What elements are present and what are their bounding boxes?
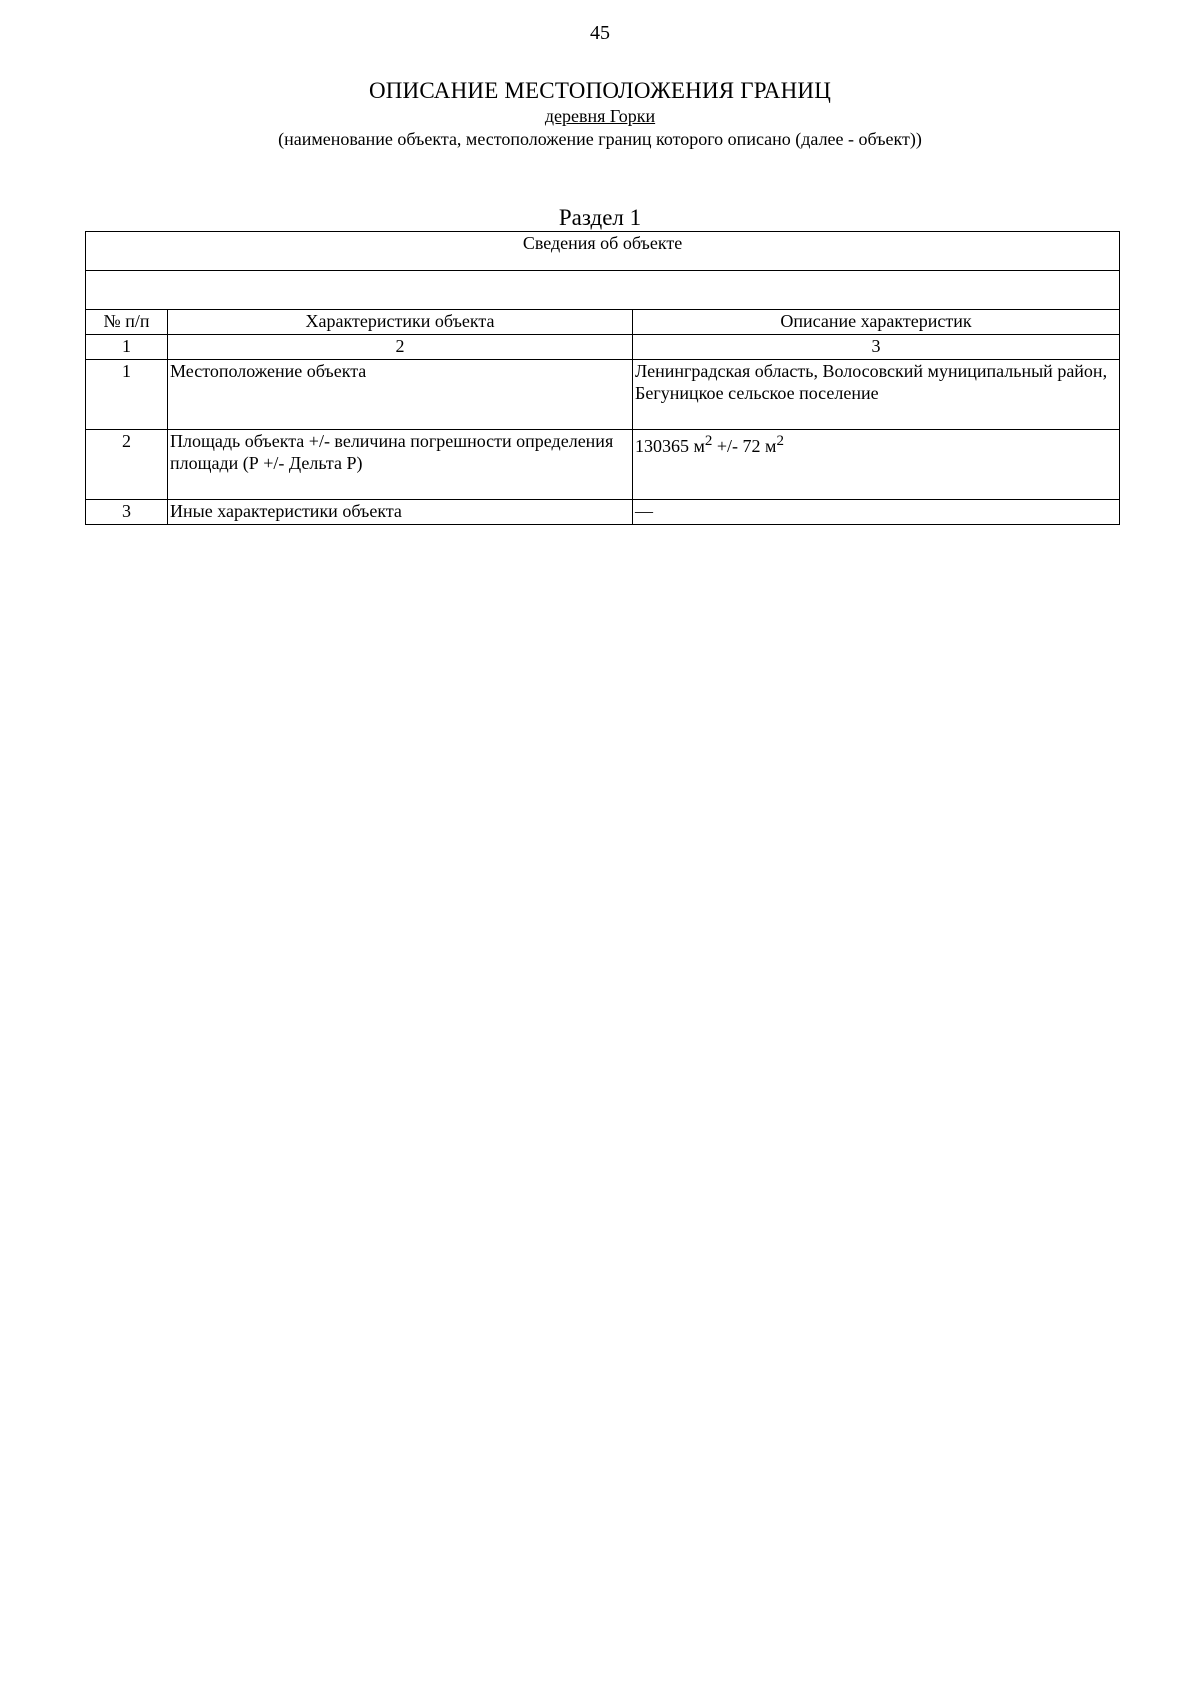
area-unit-exponent: 2: [704, 433, 713, 449]
object-name-line: [0, 106, 1200, 127]
column-name-number: № п/п: [86, 310, 168, 335]
table-row: [86, 360, 1120, 430]
object-info-table: [85, 231, 1120, 525]
row-description: —: [633, 500, 1120, 525]
area-tolerance: +/- 72 м: [712, 436, 777, 456]
table-row: [86, 430, 1120, 500]
table-header: Сведения об объекте: [86, 232, 1120, 271]
tolerance-unit-exponent: 2: [776, 433, 784, 449]
area-value: 130365 м: [635, 436, 705, 456]
object-name: деревня Горки: [544, 106, 656, 126]
column-number-3: 3: [633, 335, 1120, 360]
row-number: 3: [86, 500, 168, 525]
column-name-description: Описание характеристик: [633, 310, 1120, 335]
row-number: 2: [86, 430, 168, 500]
column-number-2: 2: [168, 335, 633, 360]
table-row: [86, 500, 1120, 525]
table-header-row: [86, 232, 1120, 271]
page-number: 45: [590, 22, 610, 44]
row-characteristic: Местоположение объекта: [168, 360, 633, 430]
table-empty-cell: [86, 271, 1120, 310]
row-description: [633, 430, 1120, 500]
table-empty-row: [86, 271, 1120, 310]
column-names-row: [86, 310, 1120, 335]
row-characteristic: Площадь объекта +/- величина погрешности определения площади (Р +/- Дельта Р): [168, 430, 633, 500]
row-number: 1: [86, 360, 168, 430]
column-name-characteristic: Характеристики объекта: [168, 310, 633, 335]
row-characteristic: Иные характеристики объекта: [168, 500, 633, 525]
document-title: ОПИСАНИЕ МЕСТОПОЛОЖЕНИЯ ГРАНИЦ: [368, 78, 832, 103]
section-title: Раздел 1: [558, 205, 642, 230]
column-number-1: 1: [86, 335, 168, 360]
row-description: Ленинградская область, Волосовский муниципальный район, Бегуницкое сельское поселение: [633, 360, 1120, 430]
column-numbers-row: [86, 335, 1120, 360]
object-name-caption: (наименование объекта, местоположение границ которого описано (далее - объект)): [278, 129, 922, 149]
